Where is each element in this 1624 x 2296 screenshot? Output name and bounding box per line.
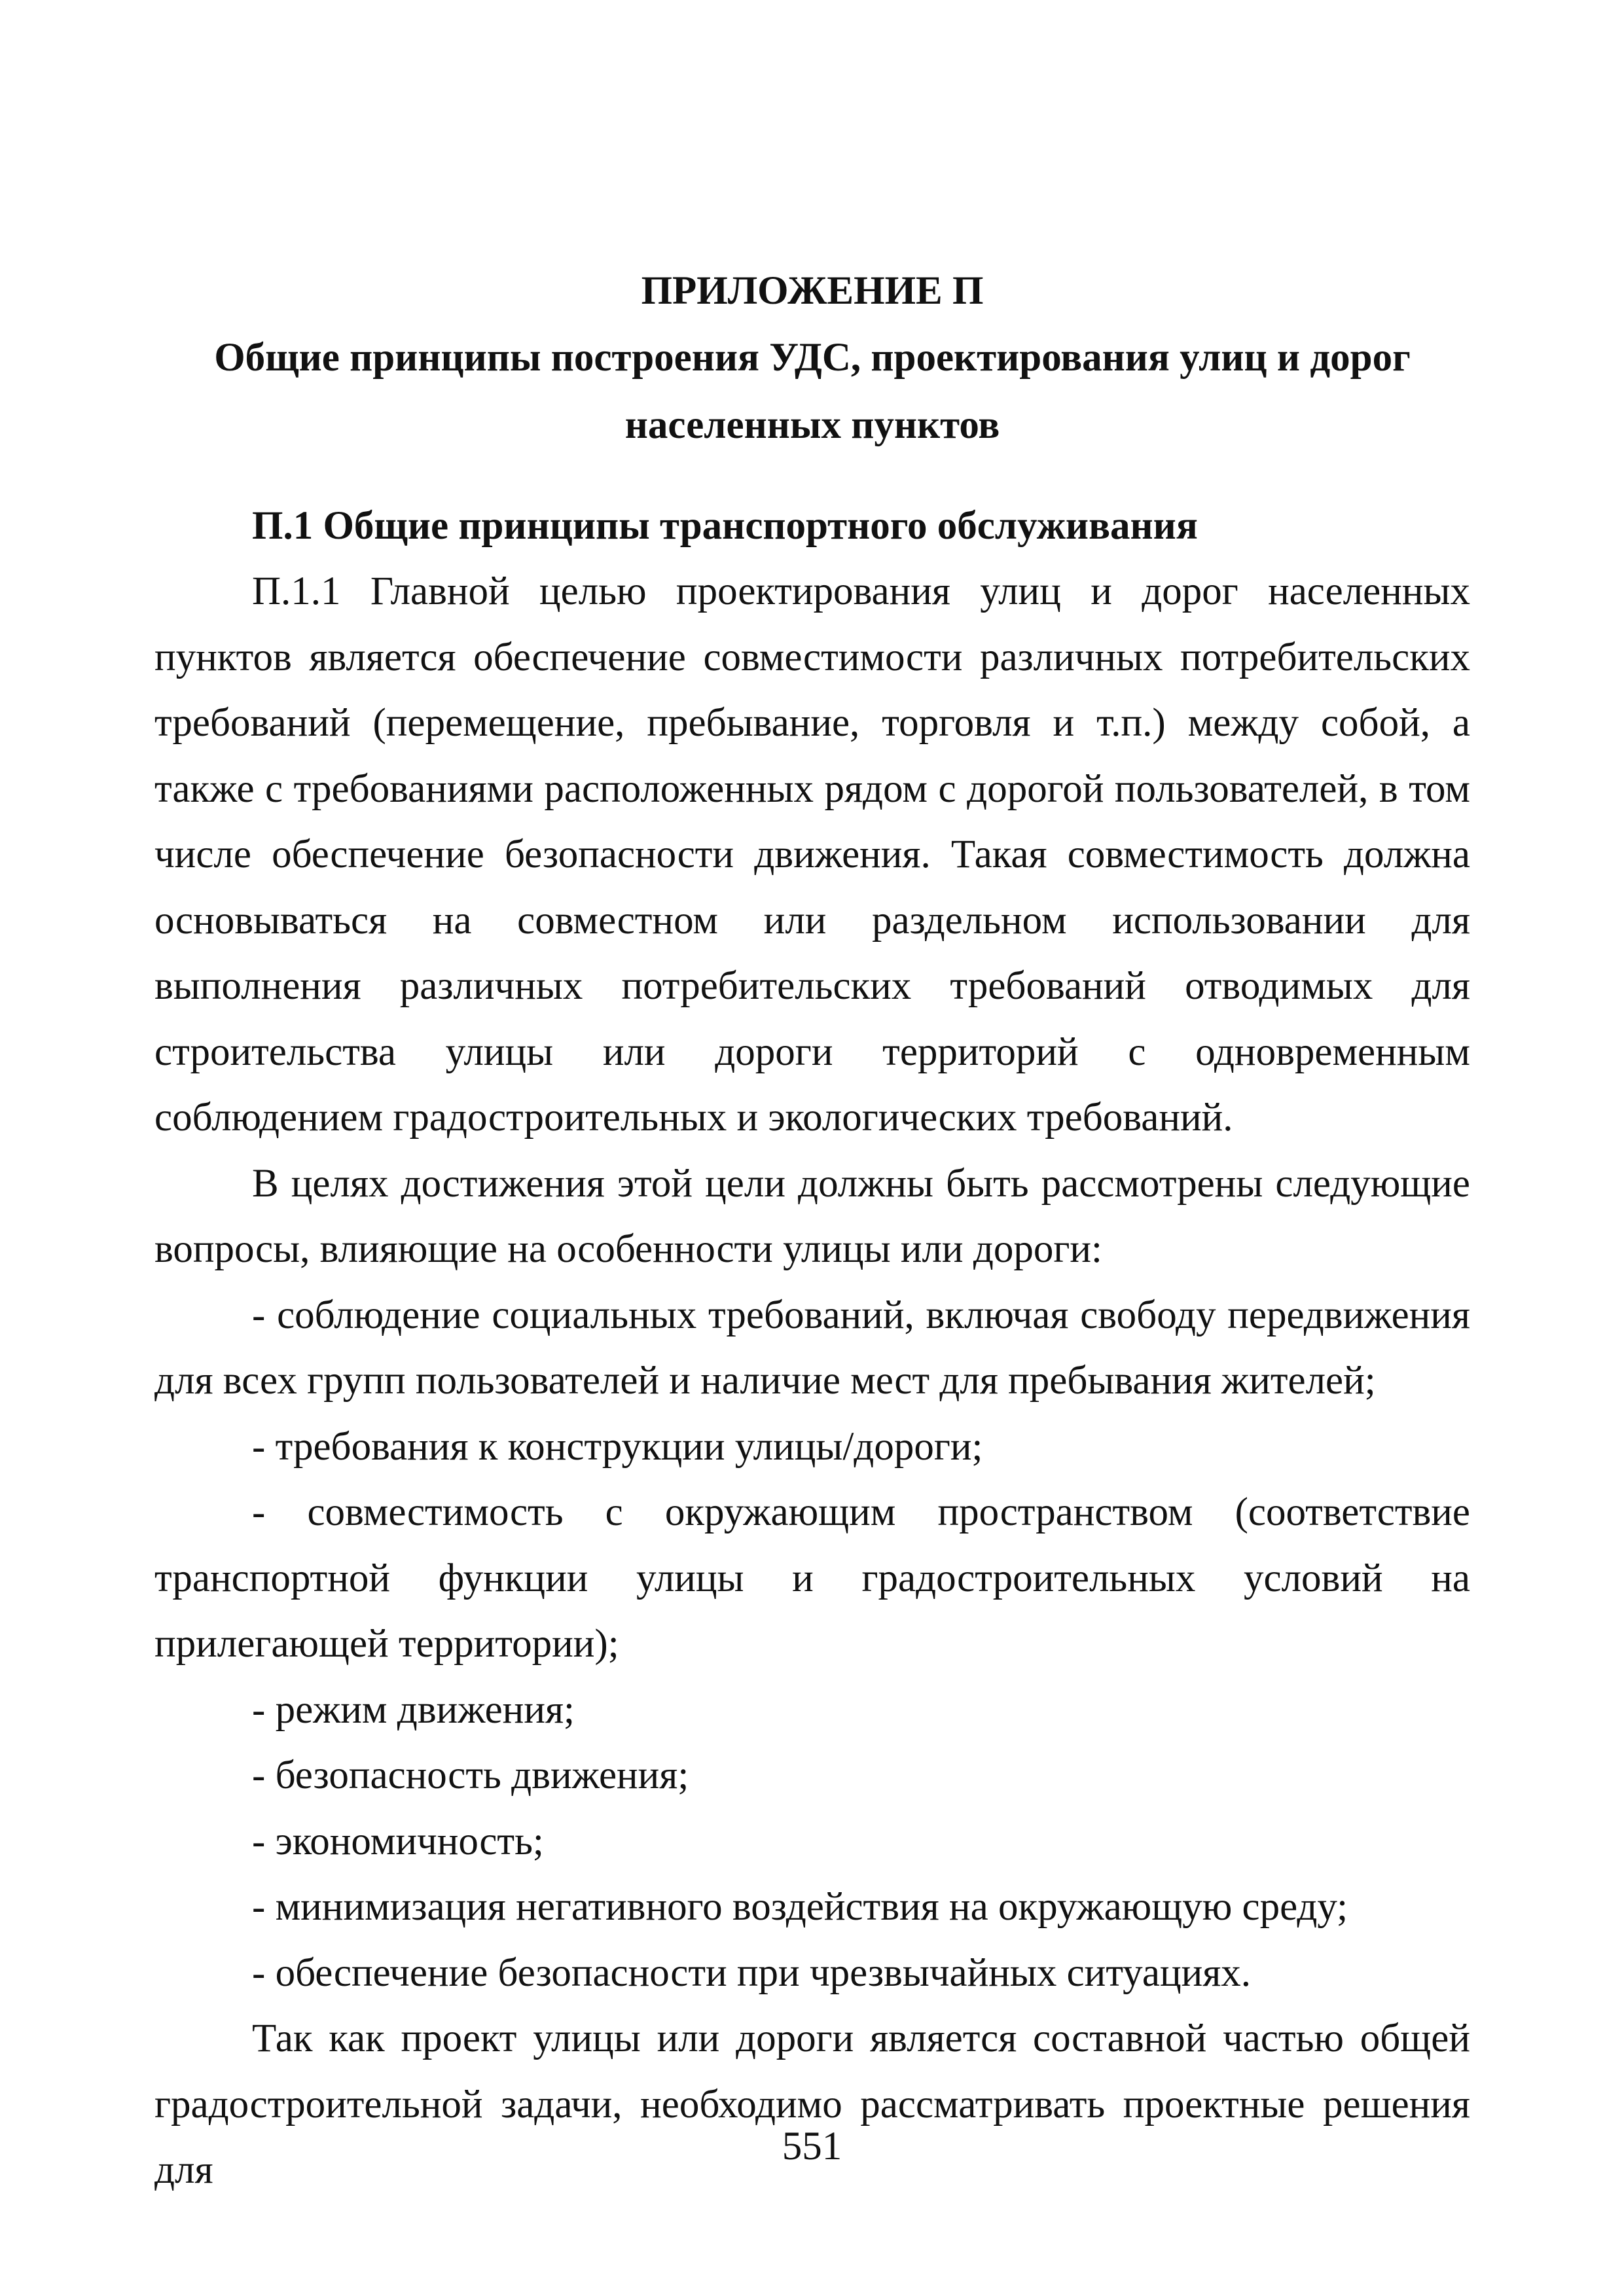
page-number: 551 [782,2125,842,2168]
list-item-traffic-mode: - режим движения; [252,1687,575,1732]
list-item-social: - соблюдение социальных требований, включая свободу передвижения для всех групп пользователей и наличие мест для пребывания жителей; [154,1293,1470,1403]
list-item-emergency-safety: - обеспечение безопасности при чрезвычайных ситуациях. [252,1950,1252,1995]
appendix-subtitle-line-2: населенных пунктов [624,403,1000,447]
paragraph-questions-intro: В целях достижения этой цели должны быть рассмотрены следующие вопросы, влияющие на особенности улицы или дороги: [154,1161,1470,1271]
appendix-subtitle [154,324,1470,459]
appendix-title: ПРИЛОЖЕНИЕ П [641,269,984,313]
list-item-economy: - экономичность; [252,1819,544,1863]
paragraph-closing: Так как проект улицы или дороги является составной частью общей градостроительной задачи, необходимо рассматривать проектные решения для [154,2017,1470,2192]
appendix-subtitle-line-1: Общие принципы построения УДС, проектирования улиц и дорог [214,336,1411,380]
page-content [154,259,1470,2204]
list-item-environment: - минимизация негативного воздействия на окружающую среду; [252,1885,1348,1929]
section-heading: П.1 Общие принципы транспортного обслуживания [252,504,1198,548]
list-item-construction: - требования к конструкции улицы/дороги; [252,1424,983,1469]
list-item-compatibility: - совместимость с окружающим пространством (соответствие транспортной функции улицы и градостроительных условий на прилегающей территории); [154,1490,1470,1666]
paragraph-goal: П.1.1 Главной целью проектирования улиц и дорог населенных пунктов является обеспечение совместимости различных потребительских требований (перемещение, пребывание, торговля и т.п.) между собой, а также с требованиями расположенных рядом с дорогой пользователей, в том числе обеспечение безопасности движения. Такая совместимость должна основываться на совместном или раздельном использовании для выполнения различных потребительских требований отводимых для строительства улицы или дороги территорий с одновременным соблюдением градостроительных и экологических требований. [154,569,1470,1139]
list-item-traffic-safety: - безопасность движения; [252,1753,689,1797]
